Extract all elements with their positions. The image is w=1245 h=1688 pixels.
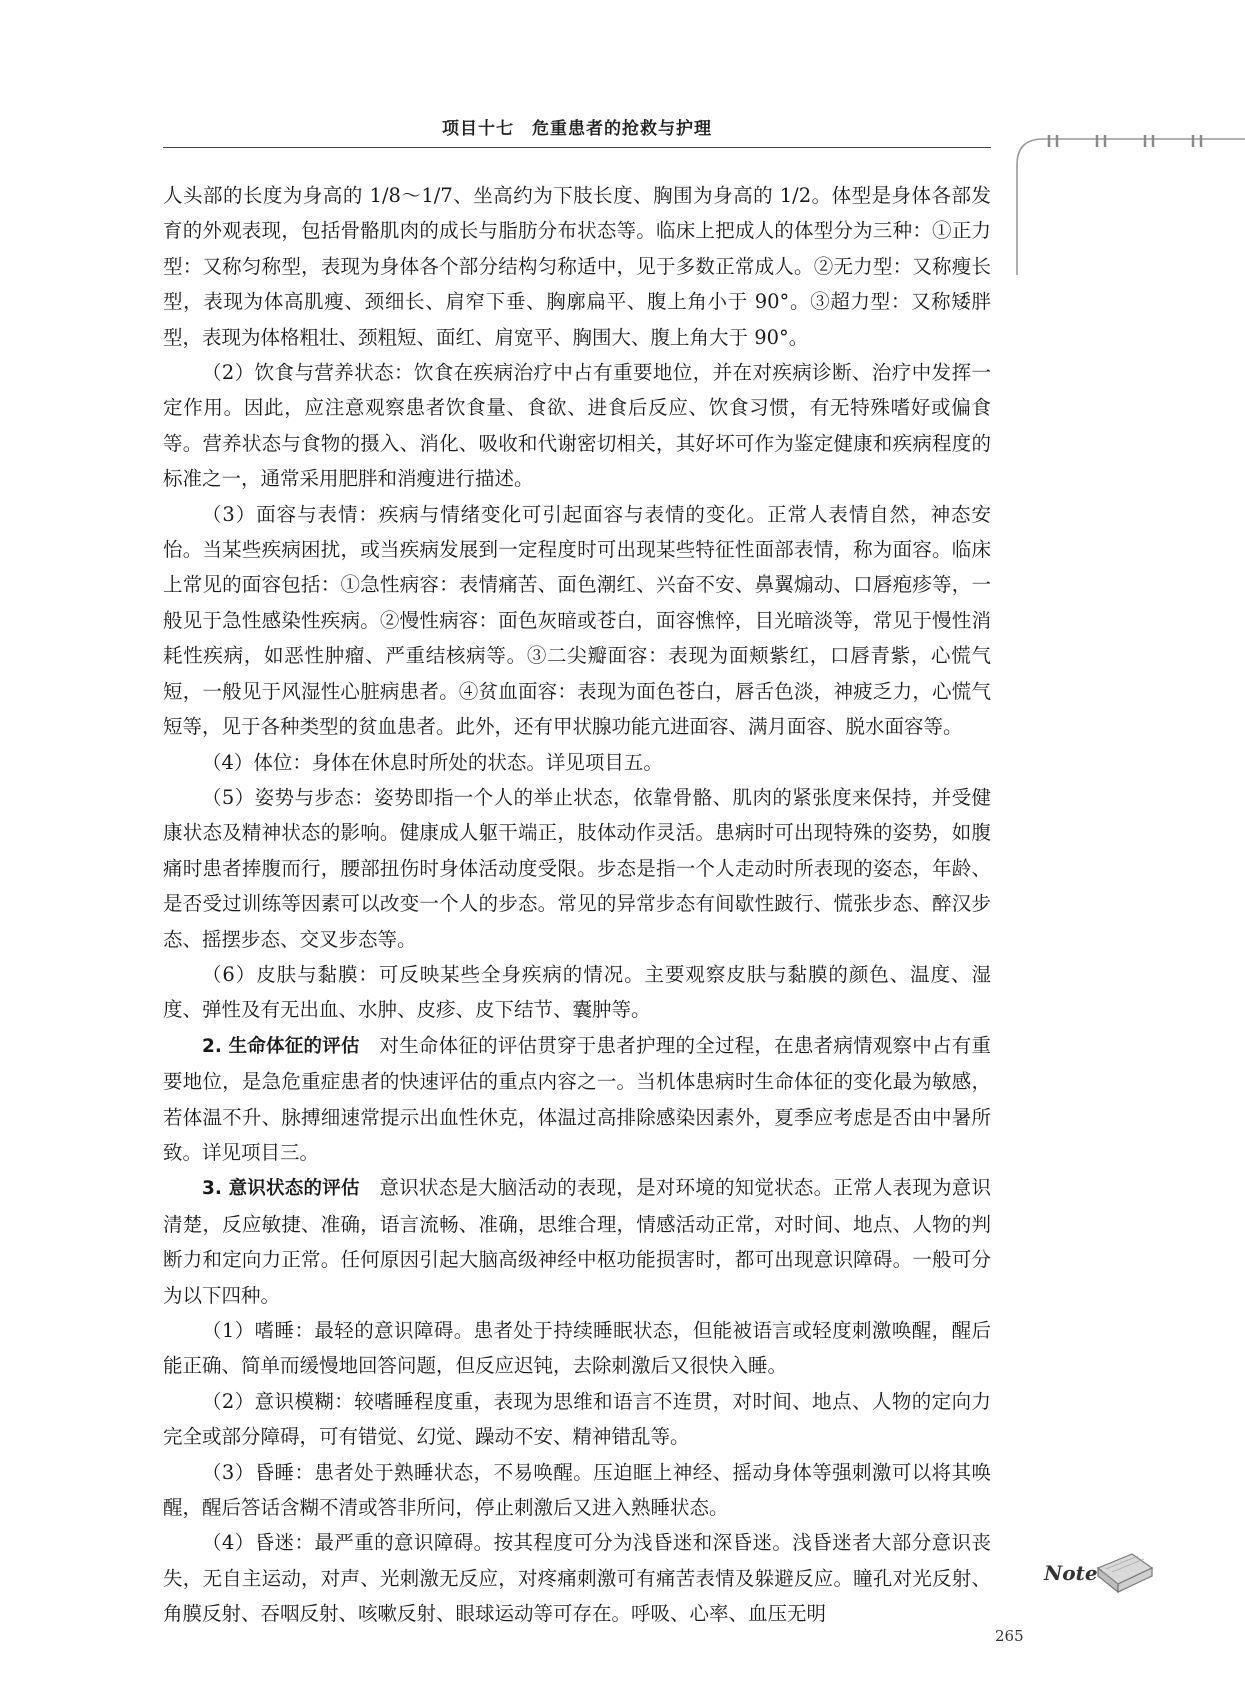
note-label: Note (1044, 1561, 1098, 1585)
paragraph-text: （3）面容与表情：疾病与情绪变化可引起面容与表情的变化。正常人表情自然，神态安怡。当某些疾病困扰，或当疾病发展到一定程度时可出现某些特征性面部表情，称为面容。临床上常见的面容包括：①急性病容：表情痛苦、面色潮红、兴奋不安、鼻翼煽动、口唇疱疹等，一般见于急性感染性疾病。②慢性病容：面色灰暗或苍白，面容憔悴，目光暗淡等，常见于慢性消耗性疾病，如恶性肿瘤、严重结核病等。③二尖瓣面容：表现为面颊紫红，口唇青紫，心慌气短，一般见于风湿性心脏病患者。④贫血面容：表现为面色苍白，唇舌色淡，神疲乏力，心慌气短等，见于各种类型的贫血患者。此外，还有甲状腺功能亢进面容、满月面容、脱水面容等。 (163, 502, 991, 739)
section-heading: 2. 生命体征的评估 (202, 1035, 360, 1057)
paragraph-text: 人头部的长度为身高的 1/8～1/7、坐高约为下肢长度、胸围为身高的 1/2。体型是身体各部发育的外观表现，包括骨骼肌肉的成长与脂肪分布状态等。临床上把成人的体型分为三种：①正力型：又称匀称型，表现为身体各个部分结构匀称适中，见于多数正常成人。②无力型：又称瘦长型，表现为体高肌瘦、颈细长、肩窄下垂、胸廓扁平、腹上角小于 90°。③超力型：又称矮胖型，表现为体格粗壮、颈粗短、面红、肩宽平、胸围大、腹上角大于 90°。 (163, 184, 991, 349)
page-header-title: 项目十七 危重患者的抢救与护理 (442, 119, 712, 139)
paragraph-text: （6）皮肤与黏膜：可反映某些全身疾病的情况。主要观察皮肤与黏膜的颜色、温度、湿度、弹性及有无出血、水肿、皮疹、皮下结节、囊肿等。 (163, 962, 991, 1022)
paragraph-text: （2）饮食与营养状态：饮食在疾病治疗中占有重要地位，并在对疾病诊断、治疗中发挥一定作用。因此，应注意观察患者饮食量、食欲、进食后反应、饮食习惯，有无特殊嗜好或偏食等。营养状态与食物的摄入、消化、吸收和代谢密切相关，其好坏可作为鉴定健康和疾病程度的标准之一，通常采用肥胖和消瘦进行描述。 (163, 361, 991, 491)
paragraph (163, 178, 991, 355)
header-rule (163, 147, 991, 148)
paragraph-text: 对生命体征的评估贯穿于患者护理的全过程，在患者病情观察中占有重要地位，是急危重症患者的快速评估的重点内容之一。当机体患病时生命体征的变化最为敏感，若体温不升、脉搏细速常提示出血性休克，体温过高排除感染因素外，夏季应考虑是否由中暑所致。详见项目三。 (163, 1033, 991, 1164)
note-mark (1040, 1538, 1160, 1598)
paragraph-text: （3）昏睡：患者处于熟睡状态，不易唤醒。压迫眶上神经、摇动身体等强刺激可以将其唤醒，醒后答话含糊不清或答非所问，停止刺激后又进入熟睡状态。 (163, 1460, 991, 1520)
paragraph (163, 1455, 991, 1526)
paragraph-text: （4）体位：身体在休息时所处的状态。详见项目五。 (202, 750, 663, 774)
paragraph (163, 1313, 991, 1384)
book-icon (1098, 1554, 1152, 1592)
paragraph (163, 1384, 991, 1455)
paragraph (163, 1525, 991, 1631)
paragraph-text: 意识状态是大脑活动的表现，是对环境的知觉状态。正常人表现为意识清楚，反应敏捷、准确，语言流畅、准确，思维合理，情感活动正常，对时间、地点、人物的判断力和定向力正常。任何原因引起大脑高级神经中枢功能损害时，都可出现意识障碍。一般可分为以下四种。 (163, 1176, 991, 1307)
paragraph-text: （4）昏迷：最严重的意识障碍。按其程度可分为浅昏迷和深昏迷。浅昏迷者大部分意识丧失，无自主运动，对声、光刺激无反应，对疼痛刺激可有痛苦表情及躲避反应。瞳孔对光反射、角膜反射、吞咽反射、咳嗽反射、眼球运动等可存在。呼吸、心率、血压无明 (163, 1531, 991, 1626)
paragraph (163, 1170, 991, 1313)
page-number: 265 (995, 1627, 1024, 1645)
paragraph (163, 957, 991, 1028)
section-heading: 3. 意识状态的评估 (202, 1178, 360, 1200)
paragraph (163, 780, 991, 957)
paragraph (163, 745, 991, 780)
paragraph-text: （2）意识模糊：较嗜睡程度重，表现为思维和语言不连贯，对时间、地点、人物的定向力完全或部分障碍，可有错觉、幻觉、躁动不安、精神错乱等。 (163, 1389, 991, 1449)
paragraph-text: （5）姿势与步态：姿势即指一个人的举止状态，依靠骨骼、肌肉的紧张度来保持，并受健康状态及精神状态的影响。健康成人躯干端正，肢体动作灵活。患病时可出现特殊的姿势，如腹痛时患者捧腹而行，腰部扭伤时身体活动度受限。步态是指一个人走动时所表现的姿态，年龄、是否受过训练等因素可以改变一个人的步态。常见的异常步态有间歇性跛行、慌张步态、醉汉步态、摇摆步态、交叉步态等。 (163, 785, 991, 951)
paragraph (163, 1028, 991, 1171)
paragraph-text: （1）嗜睡：最轻的意识障碍。患者处于持续睡眠状态，但能被语言或轻度刺激唤醒，醒后能正确、简单而缓慢地回答问题，但反应迟钝，去除刺激后又很快入睡。 (163, 1319, 991, 1378)
body-text (163, 178, 991, 1632)
corner-rule-decoration (1015, 135, 1245, 275)
paragraph (163, 497, 991, 745)
paragraph (163, 355, 991, 497)
